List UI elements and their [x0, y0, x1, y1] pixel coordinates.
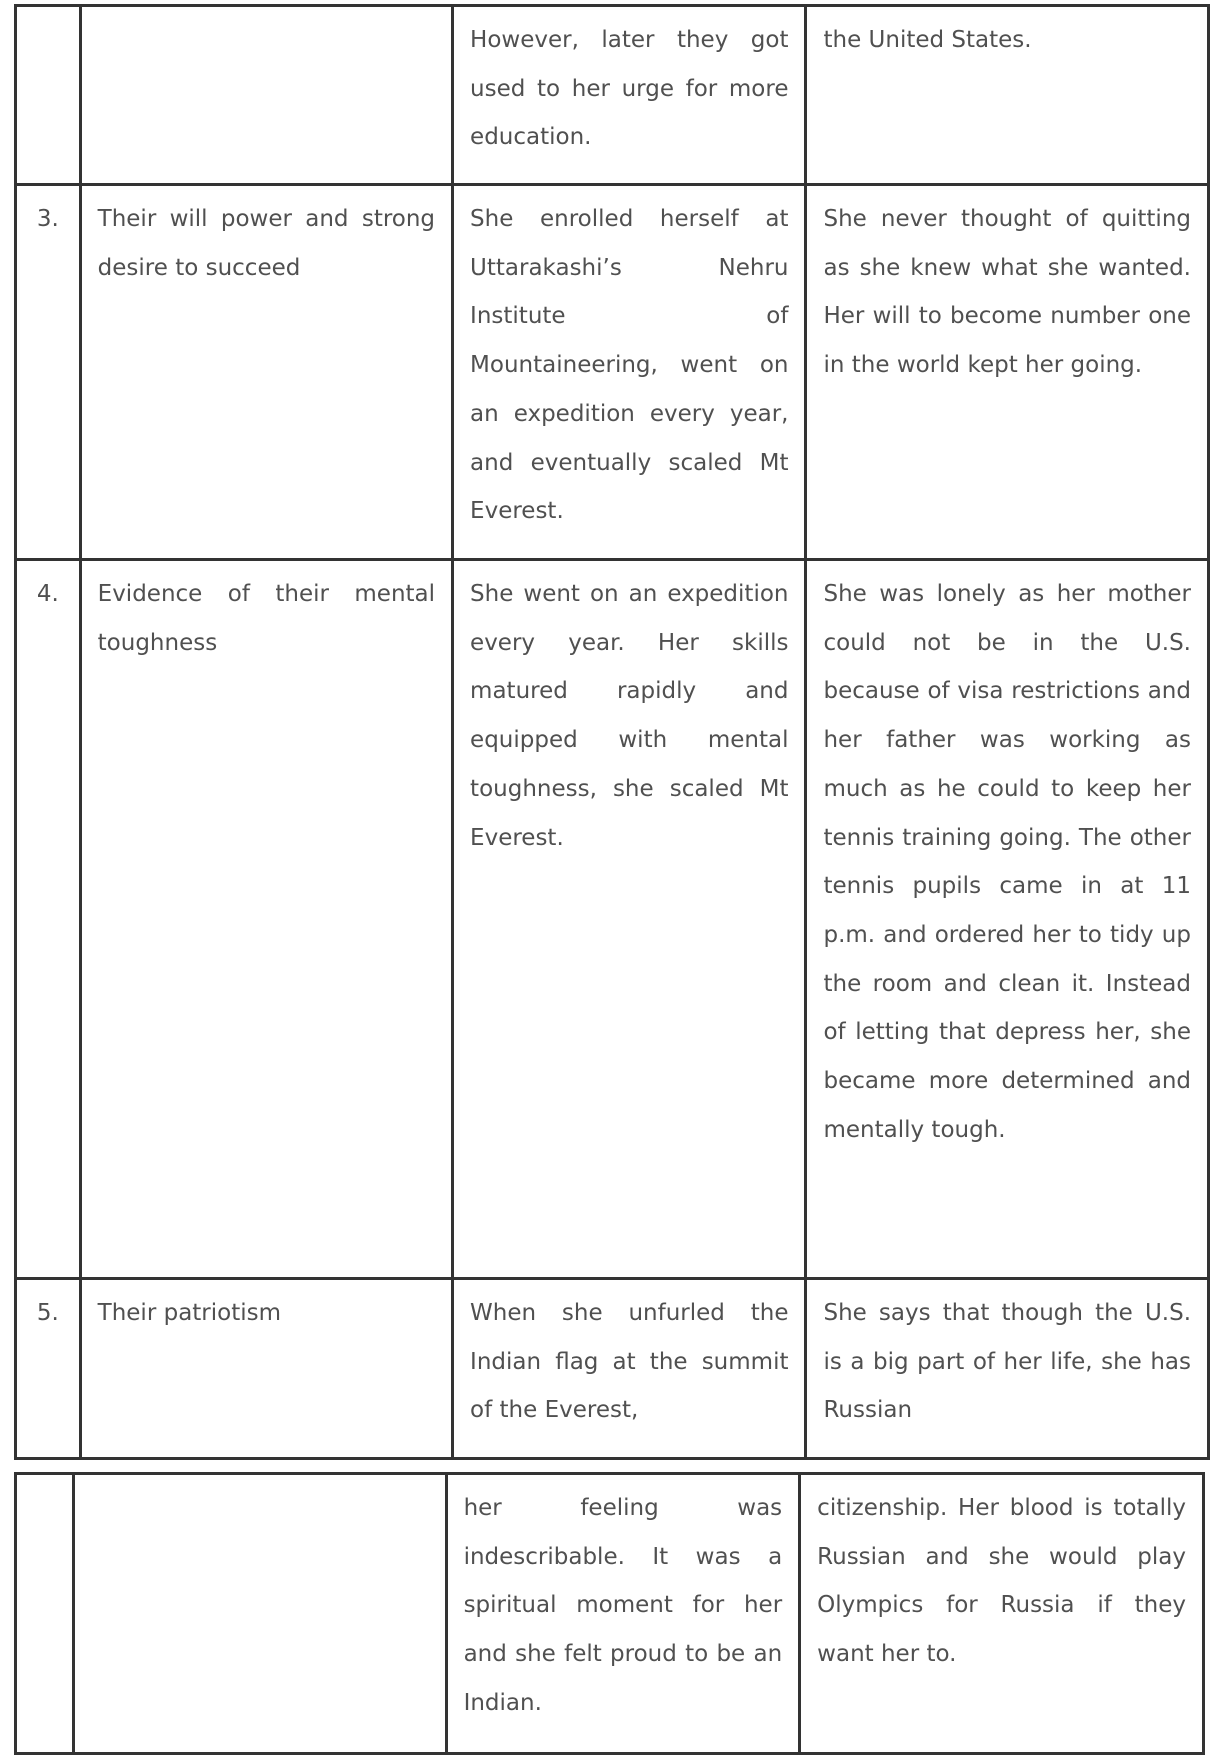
row-number-cell: 5.	[16, 1279, 81, 1459]
comparison-table-next-page	[14, 1472, 1205, 1755]
person-a-cell: She went on an expedition every year. Her skills matured rapidly and equipped with mental toughness, she scaled Mt Everest.	[453, 560, 806, 1279]
table-row	[16, 1279, 1209, 1459]
person-b-cell: the United States.	[806, 6, 1209, 185]
table-row	[16, 560, 1209, 1279]
person-a-cell: However, later they got used to her urge for more education.	[453, 6, 806, 185]
row-number-cell: 3.	[16, 185, 81, 560]
quality-cell: Their will power and strong desire to succeed	[80, 185, 452, 560]
person-a-cell: When she unfurled the Indian flag at the summit of the Everest,	[453, 1279, 806, 1459]
person-b-cell: She says that though the U.S. is a big part of her life, she has Russian	[806, 1279, 1209, 1459]
person-a-cell: her feeling was indescribable. It was a spiritual moment for her and she felt proud to be an Indian.	[446, 1474, 800, 1754]
row-number-cell	[16, 1474, 74, 1754]
quality-cell: Evidence of their mental toughness	[80, 560, 452, 1279]
person-b-cell: citizenship. Her blood is totally Russian and she would play Olympics for Russia if they want her to.	[800, 1474, 1204, 1754]
person-a-cell: She enrolled herself at Uttarakashi’s Nehru Institute of Mountaineering, went on an expedition every year, and eventually scaled Mt Everest.	[453, 185, 806, 560]
row-number-cell: 4.	[16, 560, 81, 1279]
comparison-table-continued	[14, 4, 1210, 1460]
quality-cell	[74, 1474, 447, 1754]
person-b-cell: She never thought of quitting as she knew what she wanted. Her will to become number one in the world kept her going.	[806, 185, 1209, 560]
quality-cell	[80, 6, 452, 185]
row-number-cell	[16, 6, 81, 185]
table-row	[16, 1474, 1204, 1754]
quality-cell: Their patriotism	[80, 1279, 452, 1459]
table-row	[16, 185, 1209, 560]
table-row	[16, 6, 1209, 185]
person-b-cell: She was lonely as her mother could not be in the U.S. because of visa restrictions and her father was working as much as he could to keep her tennis training going. The other tennis pupils came in at 11 p.m. and ordered her to tidy up the room and clean it. Instead of letting that depress her, she became more determined and mentally tough.	[806, 560, 1209, 1279]
